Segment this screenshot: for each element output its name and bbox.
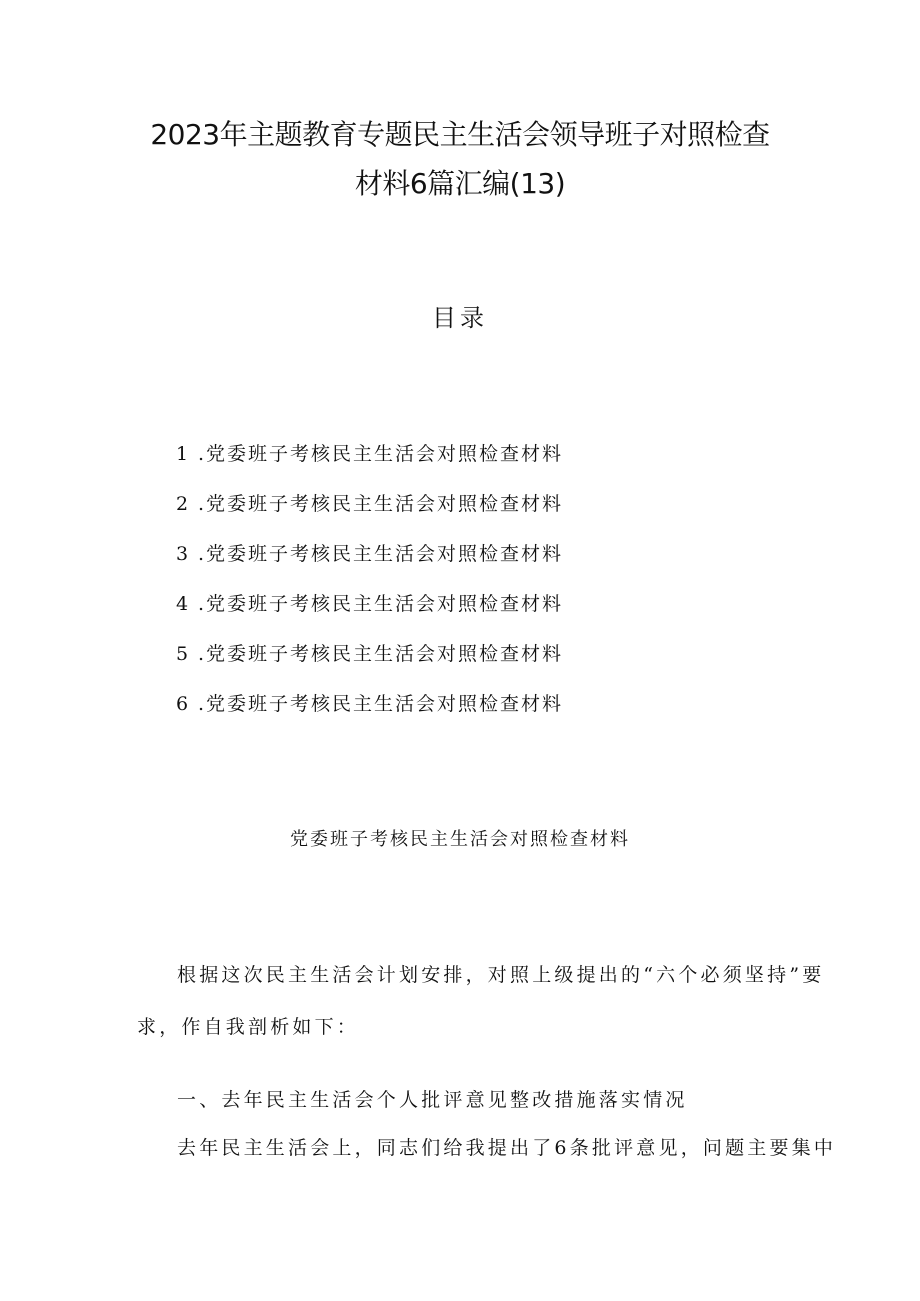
toc-item-number: 1 [176, 443, 191, 465]
toc-item[interactable] [176, 490, 563, 540]
toc-item-label: .党委班子考核民主生活会对照检查材料 [198, 693, 564, 715]
toc-item-number: 6 [176, 693, 191, 715]
paragraph-line: 去年民主生活会上，同志们给我提出了6条批评意见，问题主要集中 [177, 1137, 837, 1159]
paragraph-line: 求，作自我剖析如下： [137, 1016, 360, 1038]
toc-item-number: 5 [176, 643, 191, 665]
toc-item-number: 2 [176, 493, 191, 515]
document-title-line-2: 材料6篇汇编(13) [354, 167, 566, 200]
toc-item[interactable] [176, 690, 563, 740]
toc-item-number: 3 [176, 543, 191, 565]
toc-heading: 目录 [432, 304, 488, 332]
toc-item[interactable] [176, 590, 563, 640]
toc-item-label: .党委班子考核民主生活会对照检查材料 [198, 593, 564, 615]
section-title: 党委班子考核民主生活会对照检查材料 [290, 829, 630, 850]
toc-item-label: .党委班子考核民主生活会对照检查材料 [198, 493, 564, 515]
toc-item-number: 4 [176, 593, 191, 615]
paragraph-line: 根据这次民主生活会计划安排，对照上级提出的“六个必须坚持”要 [177, 964, 825, 986]
toc-item-label: .党委班子考核民主生活会对照检查材料 [198, 643, 564, 665]
toc-item-label: .党委班子考核民主生活会对照检查材料 [198, 543, 564, 565]
table-of-contents [176, 440, 563, 740]
toc-item-label: .党委班子考核民主生活会对照检查材料 [198, 443, 564, 465]
section-heading: 一、去年民主生活会个人批评意见整改措施落实情况 [177, 1089, 688, 1111]
toc-item[interactable] [176, 440, 563, 490]
document-title-line-1: 2023年主题教育专题民主生活会领导班子对照检查 [150, 118, 770, 151]
toc-item[interactable] [176, 540, 563, 590]
toc-item[interactable] [176, 640, 563, 690]
